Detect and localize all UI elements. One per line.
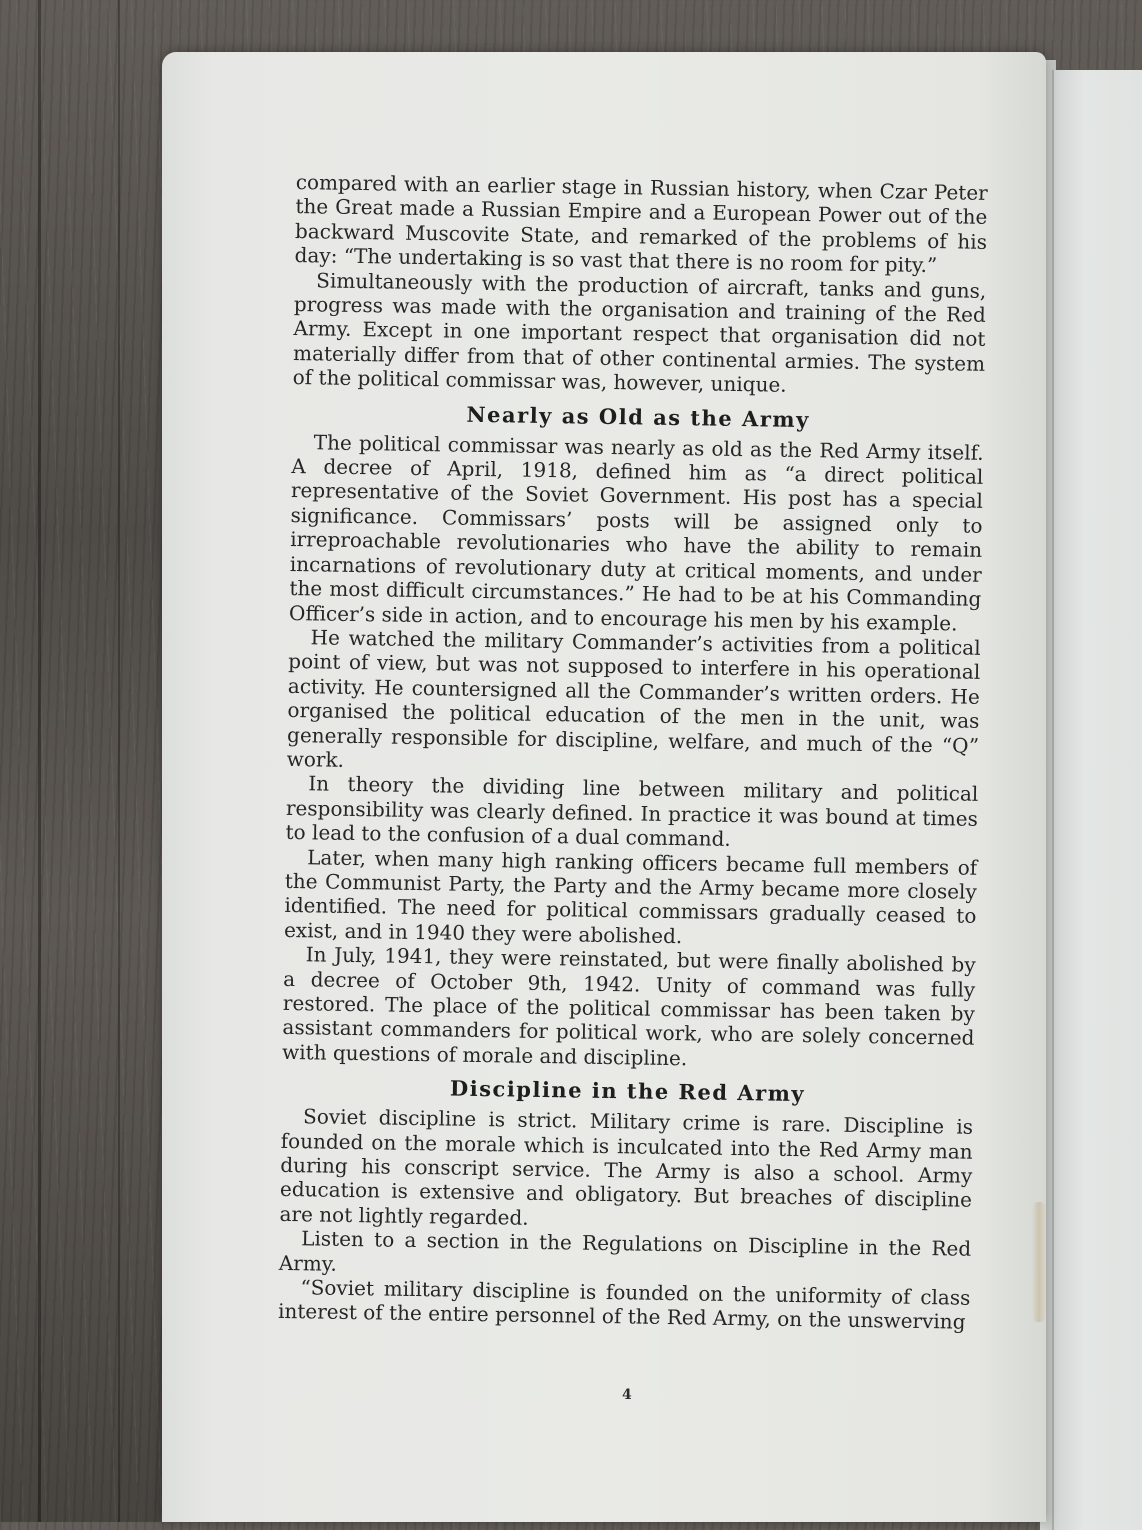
section-heading: Discipline in the Red Army (449, 1075, 806, 1107)
facing-page (1052, 70, 1142, 1530)
paragraph: compared with an earlier stage in Russian history, when Czar Peter the Great made a Russian Empire and a European Power out of the backward Muscovite State, and remarked of the problems of his day: “The undertaking is so vast that there is no room for pity.” (294, 170, 988, 278)
page-text (278, 170, 988, 1335)
paragraph: In July, 1941, they were reinstated, but were finally abolished by a decree of October 9th, 1942. Unity of command was fully restored. The place of the political commissar has been taken by assistant commanders for political work, who are solely concerned with questions of morale and discipline. (281, 942, 976, 1071)
paragraph: Listen to a section in the Regulations on Discipline in the Red Army. (278, 1226, 972, 1276)
wood-background (0, 0, 180, 1522)
paragraph: “Soviet military discipline is founded on the uniformity of class interest of the entire personnel of the Red Army, on the unswerving (277, 1275, 971, 1335)
paragraph: In theory the dividing line between military and political responsibility was clearly defined. In practice it was bound at times to lead to the confusion of a dual command. (285, 771, 979, 852)
paper-stain (1032, 1202, 1046, 1322)
paragraph: Simultaneously with the production of aircraft, tanks and guns, progress was made with the organisation and training of the Red Army. Except in one important respect that organisation did not materially differ from that of other continental armies. The system of the political commissar was, however, unique. (292, 267, 987, 397)
page-number: 4 (622, 1387, 632, 1403)
paragraph: He watched the military Commander’s activities from a political point of view, but was not supposed to interfere in his operational activity. He countersigned all the Commander’s written orders. He organised the political education of the men in the unit, was generally responsible for discipline, welfare, and much of the “Q” work. (286, 625, 981, 772)
paragraph: The political commissar was nearly as old as the Red Army itself. A decree of April, 1918, defined him as “a direct political representative of the Soviet Government. His post has a special significance. Commissars’ posts will be assigned only to irreproachable revolutionaries who have the ability to remain incarnations of revolutionary duty at critical moments, and under the most difficult circumstances.” He had to be at his Commanding Officer’s side in action, and to encourage his men by his example. (288, 429, 984, 635)
paragraph: Later, when many high ranking officers became full members of the Communist Party, the Party and the Army became more closely identified. The need for political commissars gradually ceased to exist, and in 1940 they were abolished. (283, 844, 978, 948)
paragraph: Soviet discipline is strict. Military crime is rare. Discipline is founded on the morale which is inculcated into the Red Army man during his conscript service. The Army is also a school. Army education is extensive and obligatory. But breaches of discipline are not lightly regarded. (279, 1104, 974, 1230)
section-heading: Nearly as Old as the Army (466, 401, 811, 432)
booklet-page (162, 52, 1046, 1522)
